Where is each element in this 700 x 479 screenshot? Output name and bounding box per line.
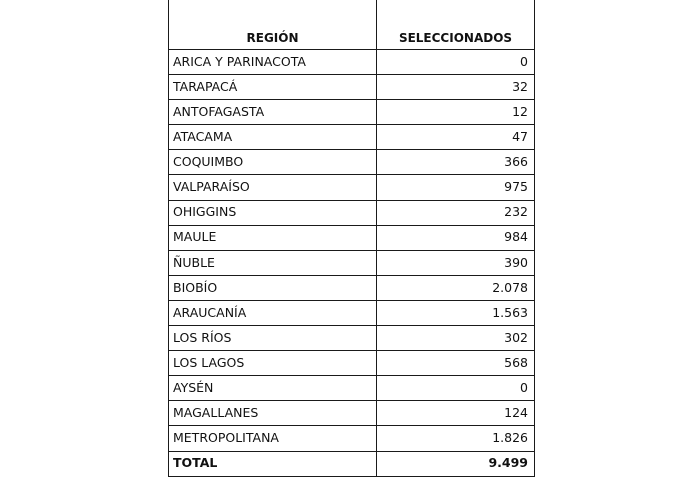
- region-cell: METROPOLITANA: [169, 426, 377, 451]
- region-cell: ATACAMA: [169, 125, 377, 150]
- total-value: 9.499: [377, 451, 535, 476]
- selected-cell: 984: [377, 225, 535, 250]
- region-cell: MAULE: [169, 225, 377, 250]
- table-row: [169, 351, 535, 376]
- selected-cell: 0: [377, 376, 535, 401]
- region-cell: ARAUCANÍA: [169, 300, 377, 325]
- region-cell: ARICA Y PARINACOTA: [169, 50, 377, 75]
- table-row: [169, 200, 535, 225]
- table-row: [169, 376, 535, 401]
- selected-cell: 32: [377, 75, 535, 100]
- header-selected: SELECCIONADOS: [377, 0, 535, 50]
- selected-cell: 1.563: [377, 300, 535, 325]
- table-row: [169, 300, 535, 325]
- table-row: [169, 401, 535, 426]
- table-row: [169, 100, 535, 125]
- selected-cell: 124: [377, 401, 535, 426]
- header-region: REGIÓN: [169, 0, 377, 50]
- region-cell: VALPARAÍSO: [169, 175, 377, 200]
- table-row: [169, 75, 535, 100]
- selected-cell: 390: [377, 250, 535, 275]
- total-row: [169, 451, 535, 476]
- region-cell: COQUIMBO: [169, 150, 377, 175]
- selected-cell: 366: [377, 150, 535, 175]
- selected-cell: 12: [377, 100, 535, 125]
- selected-cell: 232: [377, 200, 535, 225]
- table-row: [169, 426, 535, 451]
- selected-cell: 975: [377, 175, 535, 200]
- selected-cell: 1.826: [377, 426, 535, 451]
- selected-cell: 302: [377, 326, 535, 351]
- region-cell: ÑUBLE: [169, 250, 377, 275]
- table-row: [169, 50, 535, 75]
- region-selection-table: [168, 0, 535, 477]
- region-cell: MAGALLANES: [169, 401, 377, 426]
- selected-cell: 47: [377, 125, 535, 150]
- region-cell: OHIGGINS: [169, 200, 377, 225]
- table-row: [169, 125, 535, 150]
- selected-cell: 568: [377, 351, 535, 376]
- table-row: [169, 225, 535, 250]
- region-selection-table-container: [168, 0, 534, 477]
- region-cell: BIOBÍO: [169, 275, 377, 300]
- table-row: [169, 150, 535, 175]
- region-cell: ANTOFAGASTA: [169, 100, 377, 125]
- total-label: TOTAL: [169, 451, 377, 476]
- selected-cell: 0: [377, 50, 535, 75]
- table-row: [169, 175, 535, 200]
- region-cell: AYSÉN: [169, 376, 377, 401]
- region-cell: LOS LAGOS: [169, 351, 377, 376]
- table-header-row: [169, 0, 535, 50]
- table-row: [169, 275, 535, 300]
- selected-cell: 2.078: [377, 275, 535, 300]
- table-row: [169, 250, 535, 275]
- region-cell: LOS RÍOS: [169, 326, 377, 351]
- table-row: [169, 326, 535, 351]
- region-cell: TARAPACÁ: [169, 75, 377, 100]
